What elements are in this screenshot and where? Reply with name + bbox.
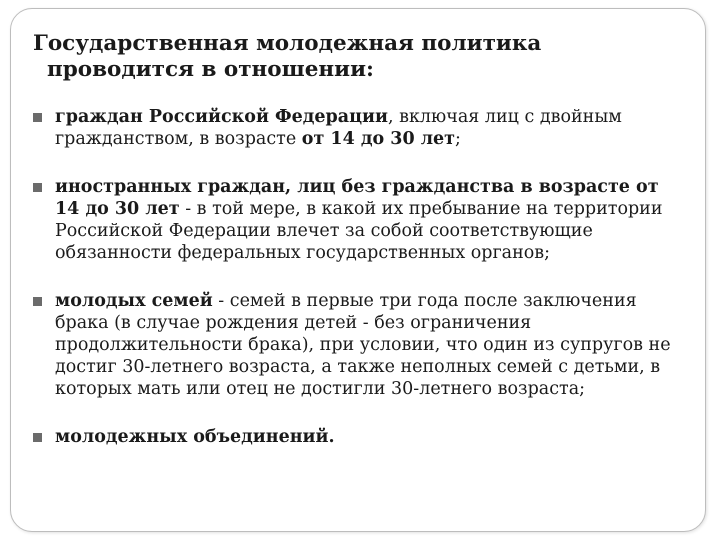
item-bold-text: молодежных объединений.	[55, 427, 335, 447]
slide-frame	[10, 8, 706, 532]
list-item	[33, 426, 683, 448]
square-bullet-icon	[33, 113, 42, 122]
item-text: - семей в первые три года после заключения брака (в случае рождения детей - без ограничения продолжительности брака), при условии, что один из супругов не достиг 30-летнего возраста, а также неполных семей с детьми, в которых мать или отец не достигли 30-летнего возраста;	[55, 291, 671, 399]
title-line-2: проводится в отношении:	[47, 57, 374, 82]
list-item	[33, 290, 683, 400]
item-bold-age: от 14 до 30 лет	[301, 129, 456, 149]
bullet-list	[33, 106, 683, 448]
item-text: , включая лиц с двойным гражданством, в возрасте	[55, 107, 622, 149]
item-text-end: ;	[455, 129, 461, 149]
item-text: - в той мере, в какой их пребывание на территории Российской Федерации влечет за собой соответствующие обязанности федеральных государственных органов;	[55, 199, 663, 263]
list-item	[33, 106, 683, 150]
item-bold-text: иностранных граждан, лиц без гражданства в возрасте от 14 до 30 лет	[55, 177, 659, 219]
item-bold-text: граждан Российской Федерации	[55, 107, 389, 127]
title-line-1: Государственная молодежная политика	[33, 31, 542, 56]
slide-title	[33, 31, 673, 83]
square-bullet-icon	[33, 297, 42, 306]
square-bullet-icon	[33, 183, 42, 192]
list-item	[33, 176, 683, 264]
item-bold-text: молодых семей	[55, 291, 213, 311]
square-bullet-icon	[33, 433, 42, 442]
